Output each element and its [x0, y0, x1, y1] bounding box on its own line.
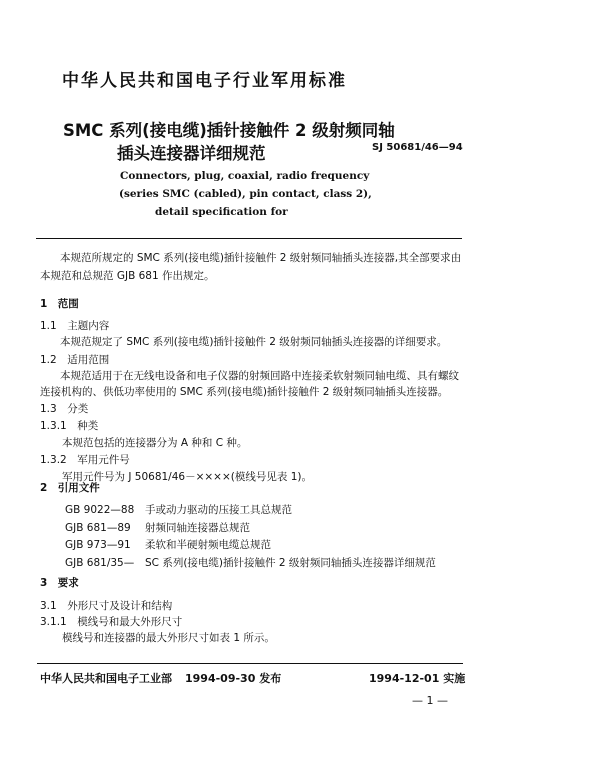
reference-item — [65, 537, 436, 555]
intro-line1: 本规范所规定的 SMC 系列(接电缆)插针接触件 2 级射频同轴插头连接器,其全部要求由 — [60, 252, 462, 264]
reference-list — [65, 502, 436, 572]
reference-title: 手或动力驱动的压接工具总规范 — [145, 504, 292, 516]
reference-code: GJB 681—89 — [65, 521, 131, 534]
english-title-line3: detail specification for — [155, 206, 288, 218]
section-2-heading: 2 引用文件 — [40, 482, 100, 494]
section-3-1-heading: 3.1 外形尺寸及设计和结构 — [40, 600, 173, 612]
section-1-3-1-heading: 1.3.1 种类 — [40, 420, 99, 432]
section-1-1-heading: 1.1 主题内容 — [40, 320, 110, 332]
section-1-2-text-line2: 连接机构的、供低功率使用的 SMC 系列(接电缆)插针接触件 2 级射频同轴插头连接器。 — [40, 386, 449, 398]
section-1-3-2-heading: 1.3.2 军用元件号 — [40, 454, 130, 466]
standard-number: SJ 50681/46—94 — [372, 142, 463, 153]
reference-item — [65, 502, 436, 520]
section-3-heading: 3 要求 — [40, 577, 79, 589]
reference-code: GB 9022—88 — [65, 504, 135, 516]
reference-title: SC 系列(接电缆)插针接触件 2 级射频同轴插头连接器详细规范 — [145, 556, 436, 569]
section-3-1-1-text: 模线号和连接器的最大外形尺寸如表 1 所示。 — [62, 632, 275, 644]
header-divider — [36, 238, 462, 239]
doc-title-line1: SMC 系列(接电缆)插针接触件 2 级射频同轴 — [63, 121, 395, 140]
reference-code: GJB 681/35— — [65, 556, 135, 569]
reference-item — [65, 520, 436, 538]
section-1-heading: 1 范围 — [40, 298, 79, 310]
english-title-line2: (series SMC (cabled), pin contact, class 2), — [119, 188, 372, 200]
issue-date: 1994-09-30 发布 — [185, 672, 282, 685]
reference-item — [65, 555, 436, 573]
reference-title: 柔软和半硬射频电缆总规范 — [145, 539, 271, 551]
section-1-3-1-text: 本规范包括的连接器分为 A 种和 C 种。 — [62, 437, 248, 449]
section-3-1-1-heading: 3.1.1 模线号和最大外形尺寸 — [40, 616, 183, 628]
english-title-line1: Connectors, plug, coaxial, radio frequency — [120, 170, 370, 182]
reference-title: 射频同轴连接器总规范 — [145, 521, 250, 534]
doc-title-line2: 插头连接器详细规范 — [117, 144, 266, 163]
effective-date: 1994-12-01 实施 — [369, 672, 466, 685]
issuer: 中华人民共和国电子工业部 — [40, 672, 172, 685]
page-number: — 1 — — [412, 694, 448, 707]
reference-code: GJB 973—91 — [65, 539, 131, 551]
section-1-1-text: 本规范规定了 SMC 系列(接电缆)插针接触件 2 级射频同轴插头连接器的详细要求。 — [60, 336, 448, 348]
intro-line2: 本规范和总规范 GJB 681 作出规定。 — [40, 270, 215, 282]
section-1-2-text-line1: 本规范适用于在无线电设备和电子仪器的射频回路中连接柔软射频同轴电缆、具有螺纹 — [60, 370, 459, 382]
section-1-2-heading: 1.2 适用范围 — [40, 354, 110, 366]
section-1-3-2-text: 军用元件号为 J 50681/46－××××(模线号见表 1)。 — [62, 471, 312, 483]
footer-divider — [37, 663, 463, 664]
section-1-3-heading: 1.3 分类 — [40, 403, 89, 415]
org-title: 中华人民共和国电子行业军用标准 — [62, 71, 347, 91]
